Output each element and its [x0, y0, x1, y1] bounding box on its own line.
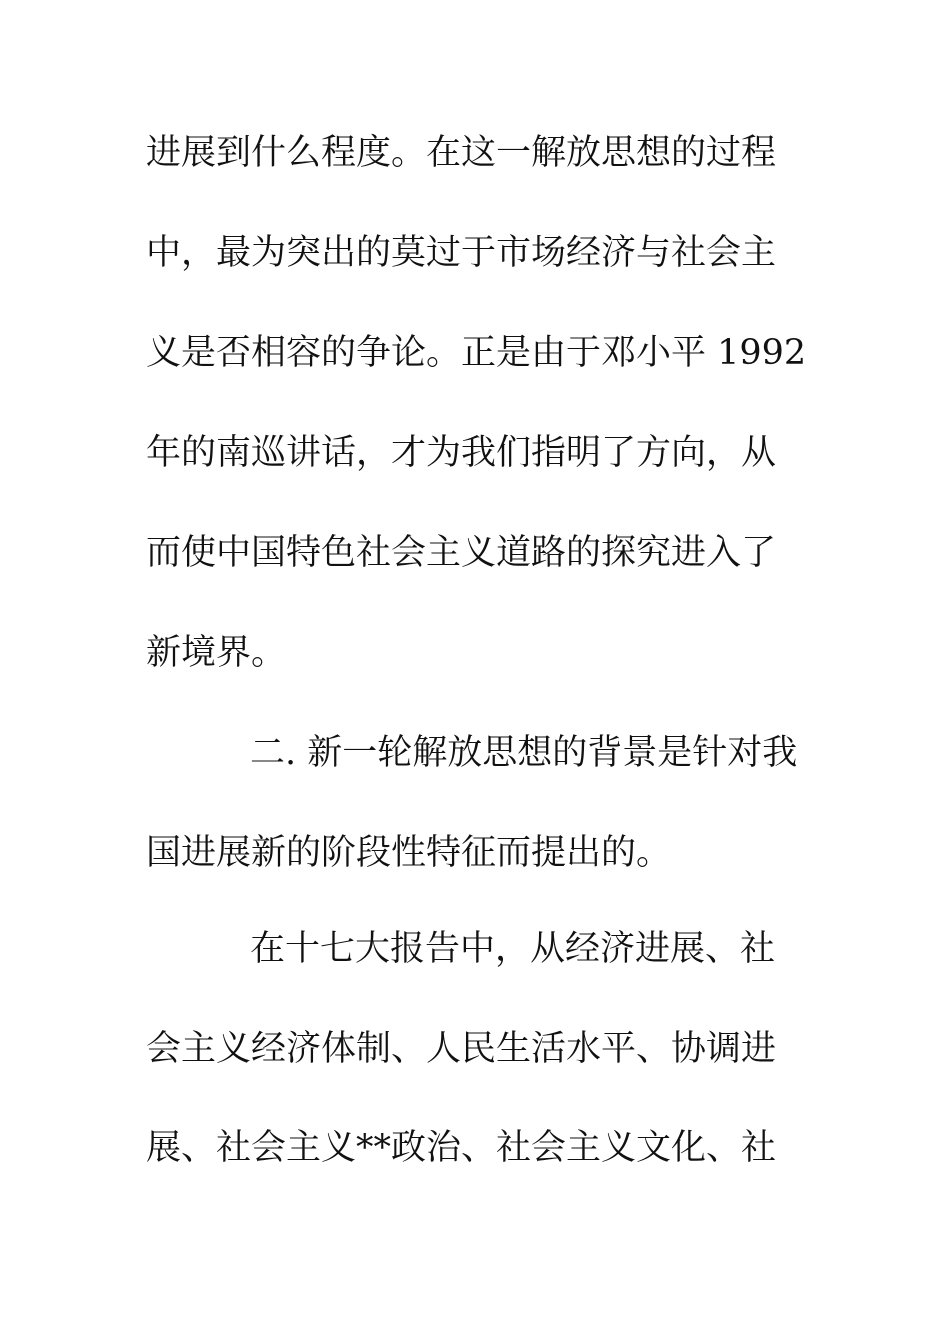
paragraph-line: 在十七大报告中，从经济进展、社: [250, 929, 776, 969]
paragraph-line: 进展到什么程度。在这一解放思想的过程: [146, 133, 777, 173]
paragraph-line: 新境界。: [146, 633, 287, 673]
paragraph-line: 年的南巡讲话，才为我们指明了方向，从: [146, 433, 777, 473]
paragraph-line: 而使中国特色社会主义道路的探究进入了: [146, 533, 777, 573]
paragraph-line: 会主义经济体制、人民生活水平、协调进: [146, 1029, 777, 1069]
paragraph-line: 中，最为突出的莫过于市场经济与社会主: [146, 233, 777, 273]
section-heading-line: 二. 新一轮解放思想的背景是针对我: [250, 733, 798, 773]
paragraph-line: 义是否相容的争论。正是由于邓小平 1992: [146, 333, 807, 373]
paragraph-line: 展、社会主义**政治、社会主义文化、社: [146, 1128, 777, 1168]
section-heading-line: 国进展新的阶段性特征而提出的。: [146, 833, 672, 873]
